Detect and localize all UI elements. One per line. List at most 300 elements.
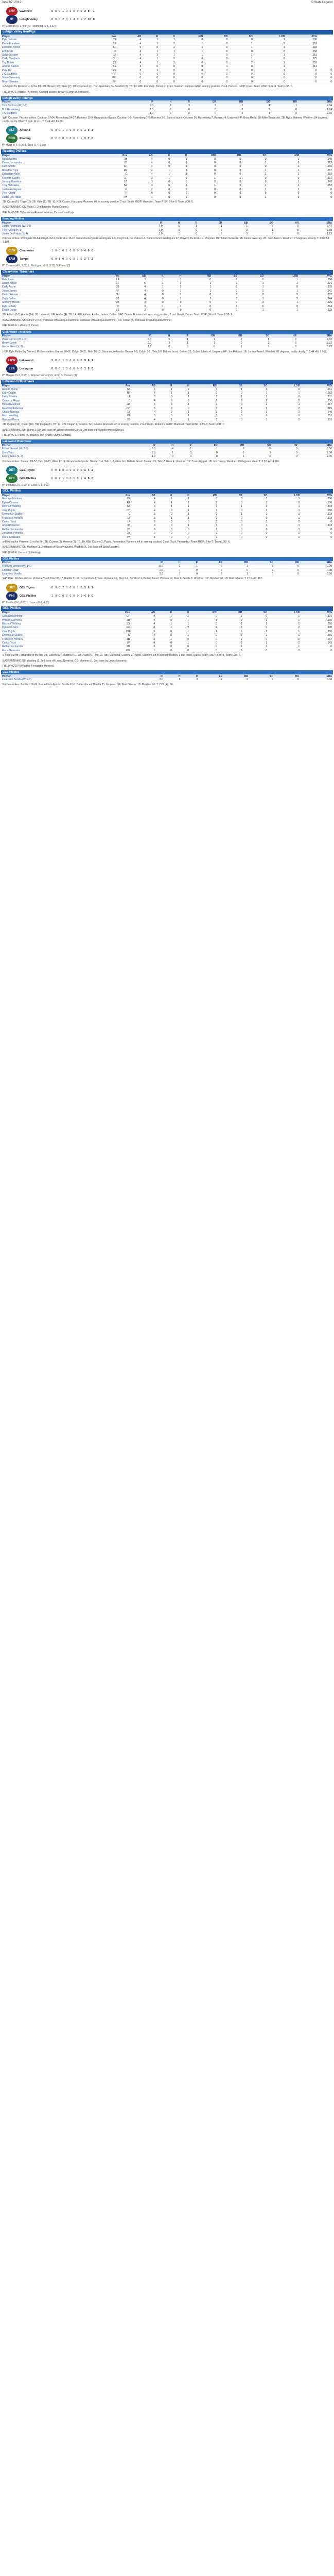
batting-column-header: Pos (102, 384, 131, 388)
pitching-cell: 5.0 (139, 565, 164, 568)
pitching-row (1, 678, 333, 682)
batting-cell: 0 (268, 649, 301, 652)
pitching-cell: 4.84 (298, 104, 333, 108)
batting-cell: 2B (102, 418, 131, 421)
batting-row (1, 505, 333, 509)
batting-cell: 2 (238, 289, 265, 293)
player-link[interactable]: Justin De Fratus (1, 195, 99, 199)
batting-cell: 0 (173, 399, 190, 402)
pitching-column-header: Pitcher (1, 100, 128, 104)
batting-cell: 2B (102, 528, 131, 531)
inning-score: 1 (62, 128, 64, 132)
player-link[interactable]: Troy Hanzawa (1, 184, 99, 188)
batting-cell: 1 (171, 168, 188, 172)
batting-cell: 0 (318, 76, 333, 80)
batting-cell: 1 (218, 615, 243, 618)
inning-score: 0 (77, 359, 79, 362)
batting-cell: 0 (188, 188, 217, 191)
player-link[interactable]: Jose Pujols (1, 509, 102, 512)
batting-cell: 0 (154, 195, 171, 199)
player-link[interactable]: Mitchell Walding (1, 622, 101, 626)
player-link[interactable]: Gustavo Pierre (1, 418, 102, 421)
batting-row (1, 192, 333, 195)
player-link[interactable]: Tom Cochran (W, 5-1) (1, 104, 128, 108)
player-link[interactable]: Edgar Duran (1, 308, 90, 312)
errors-total: 0 (91, 367, 93, 370)
batting-cell: 1 (173, 418, 190, 421)
batting-cell: 0 (190, 622, 218, 626)
pitching-cell: 0 (199, 572, 223, 575)
pitching-cell: 0 (274, 565, 300, 568)
batting-cell: 1 (254, 46, 286, 49)
inning-score: 0 (66, 18, 68, 21)
batting-cell: LF (102, 520, 131, 523)
player-link[interactable]: Jeremy Hamilton (1, 180, 99, 183)
batting-cell: .282 (300, 173, 333, 176)
batting-cell: 1 (159, 54, 176, 57)
player-link[interactable]: Roman Quinn (1, 388, 102, 392)
batting-cell: .375 (301, 615, 333, 618)
inning-score: 0 (59, 9, 61, 13)
batting-cell: 0 (156, 532, 173, 535)
pitching-cell: 1 (189, 341, 216, 345)
batting-cell: 0 (243, 516, 269, 520)
player-link[interactable]: Steve Sweeney (1, 76, 88, 80)
player-link[interactable]: Carlos Tocci (1, 641, 101, 645)
batting-cell: 0 (286, 73, 318, 76)
inning-score: 0 (55, 594, 57, 598)
errors-total: 1 (91, 359, 93, 362)
batting-cell: 0 (204, 38, 228, 42)
player-link[interactable]: Justin De Fratus (S, 4) (1, 232, 138, 236)
pitching-column-header: SO (245, 444, 272, 447)
batting-cell: 1 (188, 184, 217, 188)
batting-cell: 4 (128, 158, 153, 161)
player-link[interactable]: William Carmona (1, 618, 101, 622)
batting-row (1, 509, 333, 512)
batting-cell: 0 (301, 520, 333, 523)
player-link[interactable]: Erik Kratz (1, 49, 88, 53)
pitching-cell: 1 (217, 104, 244, 108)
player-link[interactable]: Andres Blanco (1, 65, 88, 69)
team-logo: LEX (6, 365, 17, 373)
inning-score: 0 (59, 128, 61, 132)
team-name[interactable]: Altoona (20, 128, 30, 132)
player-link[interactable]: Christian Diaz (1, 568, 139, 572)
batting-cell: 0 (156, 414, 173, 418)
batting-cell: 0 (190, 388, 219, 392)
batting-column-header: R (154, 154, 171, 158)
inning-score: 0 (73, 137, 75, 140)
fielding-notes: FIELDING DP: (Walding-Fernandez-Herrera). (3, 665, 55, 668)
batting-column-header: AVG (299, 275, 333, 278)
player-link[interactable]: Tyler Cloyd (1, 192, 99, 195)
batting-cell: 1 (173, 634, 190, 637)
pitching-cell: 1 (223, 225, 249, 228)
batting-cell: 1 (268, 509, 301, 512)
player-link[interactable]: Yeuri Tatiz (1, 451, 130, 454)
inning-score: 0 (73, 594, 75, 598)
player-link[interactable]: Mitch Walding (1, 414, 102, 418)
batting-cell: .333 (301, 524, 333, 528)
inning-score: 0 (80, 128, 82, 132)
team-name[interactable]: GCL Tigers (20, 468, 35, 472)
player-link[interactable]: Mario Gonzalez (1, 649, 101, 652)
player-link[interactable]: Kyle Lafferty (1, 304, 90, 308)
player-link[interactable]: Brian Shenker (1, 80, 88, 83)
batting-column-header: LOB (268, 494, 301, 497)
errors-total: 0 (91, 594, 93, 598)
batting-column-header: R (147, 275, 165, 278)
inning-score: 0 (66, 367, 68, 370)
pitching-row (1, 455, 333, 459)
player-link[interactable]: Brandon Tripp (1, 168, 99, 172)
pitching-cell: 0 (191, 111, 217, 115)
pitching-cell: 1 (192, 447, 218, 451)
pitching-cell: 5 (249, 225, 274, 228)
inning-score: 0 (51, 18, 54, 21)
batting-cell: RF (99, 168, 129, 172)
batting-cell: 0 (156, 513, 173, 516)
player-link[interactable]: Chace Numata (1, 411, 102, 414)
decisions: W: Hyatt (5-4, 4.06) L: Dice (1-4, 3.95) (2, 144, 46, 147)
player-link[interactable]: Francisco Herrera (1, 637, 101, 641)
player-link[interactable]: Harold Martinez (1, 403, 102, 406)
player-link[interactable]: Steve Susdorf (1, 54, 88, 57)
player-link[interactable]: Zach Collier (1, 297, 90, 300)
player-link[interactable]: Hector Nelo (S, 3) (1, 345, 126, 349)
inning-score: x (80, 137, 82, 140)
batting-cell: 0 (243, 615, 268, 618)
pitching-cell: 2.0 (139, 572, 164, 575)
page-date: June 07, 2012 (2, 1, 22, 4)
batting-cell: 0 (318, 80, 333, 83)
player-link[interactable]: Raffael Fernandez (1, 645, 101, 649)
pitching-cell: 1 (223, 572, 249, 575)
batting-cell: 0 (238, 304, 265, 308)
batting-cell: 3B (101, 618, 131, 622)
pitching-cell: 0 (174, 455, 192, 459)
inning-score: 0 (66, 128, 68, 132)
batting-column-header: H (173, 611, 190, 615)
batting-cell: 2 (268, 406, 301, 410)
runs-total: 1 (84, 367, 86, 370)
player-link[interactable]: Carlos Tocci (1, 520, 102, 523)
hits-total: 4 (87, 468, 90, 472)
batting-cell: 4 (131, 626, 156, 630)
batting-table (1, 384, 333, 422)
batting-cell: 1 (243, 622, 268, 626)
batting-cell: 0 (176, 65, 204, 69)
batting-row (1, 532, 333, 535)
pitching-column-header: SO (249, 674, 274, 678)
hits-total: 6 (87, 586, 90, 589)
batting-cell: 0 (190, 520, 219, 523)
team-name[interactable]: GCL Phillies (20, 477, 37, 480)
batting-cell: 1 (183, 289, 213, 293)
player-link[interactable]: Franklyn Ventura (W, 1-0) (1, 565, 139, 568)
batting-column-header: AB (117, 35, 142, 38)
pitching-header-row (1, 100, 333, 104)
line-score-row (5, 126, 94, 134)
player-link[interactable]: Leandro Castro (1, 176, 99, 180)
batting-notes: 2B: Altherr (16), Asche (14). 3B: Lavin (4). HR: Asche (4). TB: 14. RBI: Altherr, Asche, James, Collier. SAC: Duran. Runners left in scoring position, 2 out: Hewitt, Duran. Team RISP: 3-for-8. Team LOB: 6. (3, 313, 233, 317)
batting-cell: 0 (238, 293, 265, 297)
batting-cell: 0 (254, 73, 286, 76)
batting-row (1, 501, 333, 504)
batting-cell: 3 (131, 528, 156, 531)
batting-cell: SS (88, 65, 117, 69)
player-link[interactable]: Cam Smith (1, 165, 99, 168)
pitching-cell: 2 (223, 678, 249, 682)
player-link[interactable]: Cameron Rupp (1, 399, 102, 402)
player-link[interactable]: Pete Orr (1, 69, 88, 72)
batting-cell: 1 (268, 516, 301, 520)
player-link[interactable]: Tug Hulett (1, 61, 88, 64)
team-logo: CLW (6, 247, 17, 255)
player-link[interactable]: Jiwan James (1, 289, 90, 293)
batting-cell: 2 (173, 388, 190, 392)
team-name[interactable]: Clearwater (20, 249, 34, 253)
hits-total: 7 (87, 258, 90, 261)
team-name[interactable]: Reading (20, 137, 31, 140)
batting-cell: 0 (183, 293, 213, 297)
team-logo-cell (5, 15, 19, 24)
player-link[interactable]: Gustavo Martinez (1, 615, 101, 618)
player-link[interactable]: Miguel Abreu (1, 158, 99, 161)
team-name[interactable]: Lakewood (20, 359, 33, 362)
pitching-cell: 2 (199, 678, 223, 682)
player-link[interactable]: Kevin Frandsen (1, 42, 88, 45)
batting-cell: 2 (173, 615, 190, 618)
batting-cell: 0 (218, 524, 243, 528)
player-link[interactable]: Perci Garner (W, 4-2) (1, 338, 126, 342)
pitching-header-row (1, 674, 333, 678)
batting-cell: LF (88, 46, 117, 49)
baserunning-notes: BASERUNNING SB: Altherr 2 (18, 2nd base off Rodriguez/Romine, 3rd base off Rodriguez/Romine). CS: Collier (3, 2nd base by Rodriguez/Romine). (3, 318, 172, 322)
batting-row (1, 304, 333, 308)
team-name[interactable]: Gwinnett (20, 9, 32, 13)
pitching-table (1, 561, 333, 576)
batting-cell: 1 (268, 505, 301, 509)
hits-total: 9 (87, 594, 90, 598)
batting-cell: 1 (176, 49, 204, 53)
batting-cell: 2 (265, 293, 299, 297)
inning-score: 2 (51, 359, 54, 362)
batting-cell: PH (99, 195, 129, 199)
batting-cell: 1 (156, 626, 173, 630)
batting-cell: 1 (242, 184, 267, 188)
player-link[interactable]: Cesar Hernandez (1, 161, 99, 164)
batting-cell: 0 (156, 403, 173, 406)
inning-score: 0 (55, 258, 57, 261)
batting-row (1, 282, 333, 285)
batting-cell: 3 (131, 630, 156, 633)
player-link[interactable]: Gustavo Martinez (1, 497, 102, 501)
player-link[interactable]: Carlos Alonso (1, 293, 90, 297)
batting-cell: 0 (159, 65, 176, 69)
batting-cell: 4 (131, 641, 156, 645)
runs-total: 1 (84, 128, 86, 132)
batting-cell: 4 (120, 285, 147, 289)
player-link[interactable]: Emmanuel Quiles (1, 513, 102, 516)
batting-column-header: Player (1, 154, 99, 158)
batting-cell: 1 (156, 497, 173, 501)
batting-cell: 0 (217, 184, 242, 188)
pitching-cell: 0 (274, 678, 300, 682)
inning-score: 1 (80, 594, 82, 598)
batting-cell: 1 (243, 403, 269, 406)
pitching-cell: 1 (164, 568, 182, 572)
batting-table (1, 611, 333, 653)
batting-cell: 0 (228, 38, 253, 42)
player-link[interactable]: Cody Overbeck (1, 57, 88, 61)
player-link[interactable]: Jonathan Pimentel (1, 532, 102, 535)
player-link[interactable]: Anthony Hewitt (1, 301, 90, 304)
player-link[interactable]: Justin Rodriguez (1, 188, 99, 191)
batting-cell: .253 (301, 414, 333, 418)
player-link[interactable]: Dylan Cozens (1, 501, 102, 504)
team-name[interactable]: Tampa (20, 258, 29, 261)
batting-cell: 0 (268, 532, 301, 535)
batting-cell: 1 (156, 516, 173, 520)
team-name[interactable]: Lehigh Valley (20, 18, 38, 21)
inning-score: 0 (77, 477, 79, 480)
batting-cell: 1 (268, 618, 301, 622)
batting-cell: 2 (268, 641, 301, 645)
player-link[interactable]: Larry Greene (1, 395, 102, 399)
line-score (2, 7, 333, 24)
hits-total: 8 (87, 477, 90, 480)
player-link[interactable]: Lisalverto Bonilla (W, 2-0) (1, 678, 139, 682)
batting-cell: 0 (212, 308, 238, 312)
batting-cell: 0 (238, 278, 265, 282)
line-score (2, 247, 333, 263)
player-link[interactable]: Mitchell Walding (1, 505, 102, 509)
pitching-column-header: R (172, 100, 191, 104)
player-link[interactable]: Mario Gonzalez (1, 535, 102, 539)
line-score-row (5, 357, 94, 365)
batting-cell: 1 (218, 630, 243, 633)
batting-cell: 0 (268, 195, 301, 199)
batting-cell: 0 (188, 168, 217, 172)
batting-cell: 2 (159, 42, 176, 45)
player-link[interactable]: Gauntlett Eldemire (1, 406, 102, 410)
batting-row (1, 176, 333, 180)
fielding-notes: FIELDING E: Herrera (1, fielding). (3, 551, 42, 554)
player-link[interactable]: J.C. Ramirez (1, 111, 128, 115)
player-link[interactable]: Aaron Altherr (1, 282, 90, 285)
line-score-row (5, 247, 94, 255)
pitching-cell: 1 (219, 455, 245, 459)
batting-cell: 1 (142, 57, 159, 61)
pitching-column-header: ER (198, 221, 223, 225)
batting-cell: 1 (243, 418, 269, 421)
pitching-section-title: Reading Phillies (1, 217, 333, 221)
team-logo: RDG (6, 134, 17, 143)
batting-cell: 0 (190, 516, 219, 520)
player-link[interactable]: Kelly Dugan (1, 391, 102, 395)
runs-total: 4 (84, 249, 86, 253)
pitching-column-header: R (171, 334, 189, 338)
team-name[interactable]: Lexington (20, 367, 33, 370)
team-name[interactable]: GCL Tigers (20, 586, 35, 589)
line-score-row (5, 365, 94, 373)
batting-cell: 0 (218, 649, 243, 652)
batting-cell: 0 (243, 532, 269, 535)
batting-cell: 1 (190, 509, 219, 512)
batting-cell: 0 (190, 513, 219, 516)
player-link[interactable]: Tyler Cloyd (H, 3) (1, 228, 138, 232)
inning-score: 0 (77, 367, 79, 370)
batting-cell: C (99, 173, 129, 176)
batting-cell: 1 (238, 308, 265, 312)
pitching-cell: 1 (216, 345, 243, 349)
player-link[interactable]: Cody Asche (1, 285, 90, 289)
player-link[interactable]: Dylan Cozens (1, 626, 101, 630)
batting-cell: 0 (204, 46, 228, 49)
batting-row (1, 76, 333, 80)
player-link[interactable]: Emmanuel Quiles (1, 634, 101, 637)
player-link[interactable]: Angel Pimentel (1, 524, 102, 528)
player-link[interactable]: Brody Colvin (1, 341, 126, 345)
player-link[interactable]: Pete Lavin (1, 278, 90, 282)
player-link[interactable]: Justin Rodriguez (W, 1-1) (1, 225, 138, 228)
batting-column-header: LOB (254, 35, 286, 38)
batting-cell: 0 (188, 158, 217, 161)
batting-cell: 1 (218, 637, 243, 641)
player-link[interactable]: Domonic Brown (1, 46, 88, 49)
inning-score: 0 (62, 258, 64, 261)
pitching-cell: 0 (272, 447, 298, 451)
line-score-row (5, 474, 94, 483)
player-link[interactable]: Kenny Giles (S, 2) (1, 455, 130, 459)
game-section (1, 247, 333, 354)
player-link[interactable]: Francisco Herrera (1, 516, 102, 520)
batting-cell: 0 (300, 192, 333, 195)
batting-cell: 1B (102, 516, 131, 520)
player-link[interactable]: Sebastian Valle (1, 173, 99, 176)
batting-cell: 4 (120, 297, 147, 300)
team-logo-cell (5, 365, 19, 373)
batting-row (1, 293, 333, 297)
batting-cell: 1 (147, 282, 165, 285)
pitching-column-header: H (164, 221, 181, 225)
batting-column-header: RBI (190, 611, 218, 615)
pitching-column-header: H (154, 100, 173, 104)
batting-cell: 0 (147, 289, 165, 293)
batting-row (1, 634, 333, 637)
batting-cell: 2B (99, 161, 129, 164)
player-link[interactable]: Jose Pujols (1, 630, 101, 633)
team-name[interactable]: GCL Phillies (20, 594, 37, 598)
player-link[interactable]: B.J. Rosenberg (1, 108, 128, 111)
batting-cell: 3 (120, 304, 147, 308)
batting-row (1, 180, 333, 183)
batting-cell: 0 (117, 76, 142, 80)
player-link[interactable]: Raffael Fernandez (1, 528, 102, 531)
player-link[interactable]: Ethan Stewart (W, 3-3) (1, 447, 130, 451)
batting-cell: PH (88, 80, 117, 83)
batting-cell: 0 (159, 80, 176, 83)
player-link[interactable]: J.C. Ramirez (1, 73, 88, 76)
batting-cell: 0 (173, 637, 190, 641)
player-link[interactable]: Kyle Hudson (1, 38, 88, 42)
player-link[interactable]: Lisalverto Bonilla (1, 572, 139, 575)
line-score (2, 126, 333, 143)
runs-total: 3 (84, 359, 86, 362)
batting-cell: 1 (159, 61, 176, 64)
